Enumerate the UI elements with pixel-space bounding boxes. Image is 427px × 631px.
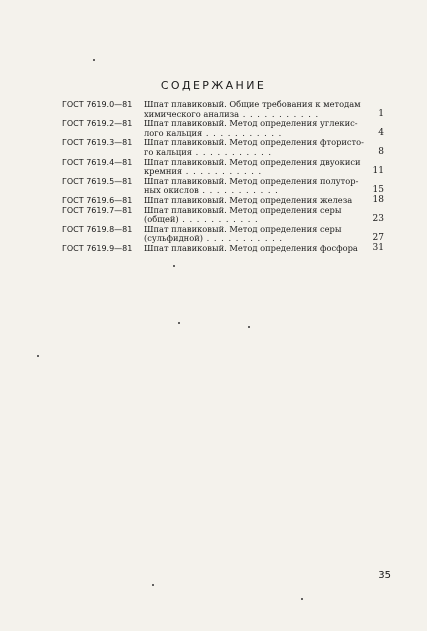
entry-page-number: 15	[372, 185, 384, 196]
entry-title-line: Шпат плавиковый. Метод определения углекис-	[144, 119, 358, 129]
standard-code: ГОСТ 7619.5—81	[62, 176, 133, 186]
scan-speck	[152, 584, 154, 586]
toc-entry	[62, 206, 384, 225]
entry-title-line: Шпат плавиковый. Метод определения двуокиси	[144, 157, 361, 167]
toc-entry	[62, 100, 384, 119]
standard-code: ГОСТ 7619.9—81	[62, 243, 133, 253]
entry-page-number: 11	[372, 166, 384, 177]
entry-title-line: Шпат плавиковый. Метод определения фтористо-	[144, 138, 364, 148]
entry-title	[144, 196, 366, 206]
standard-code: ГОСТ 7619.3—81	[62, 138, 133, 148]
entry-title-line: Шпат плавиковый. Метод определения фосфора	[144, 243, 358, 253]
entry-title-line: ных окислов . .	[144, 186, 366, 196]
entry-page-number: 4	[378, 127, 384, 138]
entry-page-number: 31	[372, 242, 384, 253]
page-number: 35	[378, 570, 391, 581]
standard-code: ГОСТ 7619.6—81	[62, 195, 133, 205]
scan-speck	[248, 326, 250, 328]
scan-speck	[173, 265, 175, 267]
entry-page-number: 18	[372, 194, 384, 205]
standard-code: ГОСТ 7619.8—81	[62, 224, 133, 234]
toc-entry	[62, 119, 384, 138]
scan-speck	[93, 59, 95, 61]
table-of-contents	[62, 100, 384, 254]
scan-speck	[301, 598, 303, 600]
standard-code: ГОСТ 7619.0—81	[62, 100, 133, 109]
entry-title-line: Шпат плавиковый. Метод определения железа	[144, 195, 353, 205]
entry-title	[144, 158, 366, 177]
entry-title-line: Шпат плавиковый. Общие требования к методам	[144, 100, 361, 109]
entry-page-number: 8	[378, 146, 384, 157]
entry-title	[144, 225, 366, 244]
scan-speck	[178, 322, 180, 324]
entry-title	[144, 206, 366, 225]
entry-title-line: Шпат плавиковый. Метод определения полутор-	[144, 176, 359, 186]
page-title: СОДЕРЖАНИЕ	[160, 79, 267, 92]
entry-title-line: кремния . .	[144, 167, 366, 177]
toc-entry	[62, 196, 384, 206]
entry-title	[144, 177, 366, 196]
scan-speck	[37, 355, 39, 357]
entry-title	[144, 119, 366, 138]
entry-title-line: го кальция . .	[144, 148, 366, 158]
entry-page-number: 23	[372, 214, 384, 225]
standard-code: ГОСТ 7619.2—81	[62, 119, 133, 129]
toc-entry	[62, 244, 384, 254]
toc-entry	[62, 177, 384, 196]
entry-title-line: лого кальция . .	[144, 129, 366, 139]
entry-title	[144, 138, 366, 157]
entry-title	[144, 100, 366, 119]
entry-page-number: 27	[372, 233, 384, 244]
entry-title-line: Шпат плавиковый. Метод определения серы	[144, 224, 342, 234]
entry-title	[144, 244, 366, 254]
standard-code: ГОСТ 7619.4—81	[62, 157, 133, 167]
entry-title-line: (общей) . .	[144, 215, 366, 225]
toc-entry	[62, 225, 384, 244]
entry-title-line: химического анализа . .	[144, 110, 366, 120]
entry-page-number: 1	[378, 108, 384, 119]
toc-entry	[62, 158, 384, 177]
entry-title-line: Шпат плавиковый. Метод определения серы	[144, 205, 342, 215]
standard-code: ГОСТ 7619.7—81	[62, 205, 133, 215]
entry-title-line: (сульфидной) . .	[144, 234, 366, 244]
toc-entry	[62, 138, 384, 157]
